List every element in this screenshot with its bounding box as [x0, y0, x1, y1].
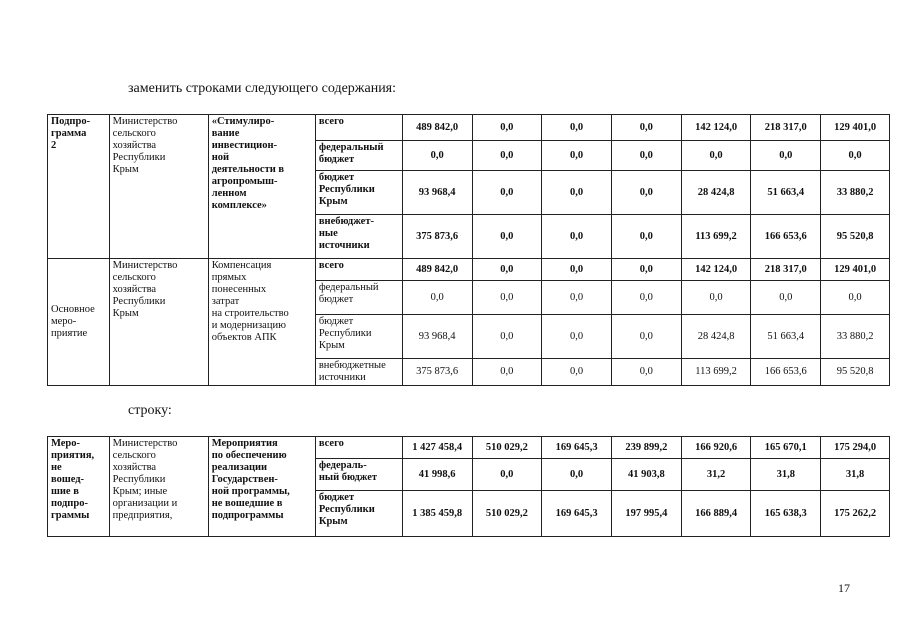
funding-source-cell-line: бюджет	[318, 294, 354, 305]
title-cell-line: реализации	[211, 462, 268, 473]
other-measures-rows	[48, 437, 890, 537]
funding-source-cell	[315, 259, 402, 281]
title-cell-line: подпрограммы	[211, 510, 284, 521]
funding-source-cell-line: ные	[318, 228, 338, 239]
old-row-table	[47, 436, 890, 537]
program-cell-line: шие в	[51, 486, 79, 497]
funding-source-cell-line: бюджет	[318, 154, 355, 165]
value-cell: 197 995,4	[611, 491, 681, 537]
executor-cell-line: организации и	[112, 498, 178, 509]
title-cell-line: ной	[211, 152, 230, 163]
value-cell: 28 424,8	[681, 315, 751, 359]
measure-rows	[48, 259, 890, 386]
value-cell: 0,0	[751, 281, 821, 315]
page-number: 17	[838, 581, 850, 595]
executor-cell-line: предприятия,	[112, 510, 173, 521]
title-cell-line: ной программы,	[211, 486, 290, 497]
title-cell-line: комплексе»	[211, 200, 267, 211]
value-cell: 1 385 459,8	[402, 491, 472, 537]
value-cell: 0,0	[611, 115, 681, 141]
program-cell-line: грамма	[51, 128, 87, 139]
value-cell: 93 968,4	[402, 315, 472, 359]
value-cell: 41 903,8	[611, 459, 681, 491]
subprogram-rows	[48, 115, 890, 259]
program-cell	[48, 437, 110, 537]
value-cell: 166 653,6	[751, 215, 821, 259]
value-cell: 0,0	[821, 281, 890, 315]
value-cell: 169 645,3	[542, 491, 612, 537]
title-cell-line: понесенных	[211, 284, 267, 295]
value-cell: 129 401,0	[821, 259, 890, 281]
value-cell: 51 663,4	[751, 315, 821, 359]
value-cell: 0,0	[542, 215, 612, 259]
funding-source-cell	[315, 491, 402, 537]
value-cell: 0,0	[542, 141, 612, 171]
title-cell-line: деятельности в	[211, 164, 285, 175]
value-cell: 0,0	[402, 141, 472, 171]
executor-cell	[109, 437, 208, 537]
value-cell: 375 873,6	[402, 359, 472, 386]
program-cell-line: Основное	[51, 304, 95, 315]
value-cell: 175 294,0	[821, 437, 890, 459]
program-cell-line: вошед-	[51, 474, 85, 485]
title-cell-line: агропромыш-	[211, 176, 278, 187]
value-cell: 33 880,2	[821, 315, 890, 359]
value-cell: 0,0	[542, 359, 612, 386]
funding-source-cell-line: всего	[318, 116, 344, 127]
program-cell	[48, 115, 110, 259]
funding-source-cell-line: Крым	[318, 516, 348, 527]
funding-source-cell	[315, 459, 402, 491]
value-cell: 0,0	[611, 315, 681, 359]
funding-source-cell-line: Крым	[318, 196, 348, 207]
value-cell: 0,0	[611, 359, 681, 386]
value-cell: 113 699,2	[681, 359, 751, 386]
title-cell-line: по обеспечению	[211, 450, 287, 461]
value-cell: 166 889,4	[681, 491, 751, 537]
value-cell: 0,0	[472, 171, 542, 215]
funding-source-cell-line: Республики	[318, 184, 375, 195]
table-row	[48, 259, 890, 281]
title-cell-line: не вошедшие в	[211, 498, 283, 509]
program-cell-line: меро-	[51, 316, 77, 327]
title-cell-line: на строительство	[211, 308, 289, 319]
funding-source-cell-line: внебюджетные	[318, 360, 386, 371]
value-cell: 239 899,2	[611, 437, 681, 459]
funding-source-cell	[315, 359, 402, 386]
value-cell: 0,0	[681, 281, 751, 315]
value-cell: 41 998,6	[402, 459, 472, 491]
title-cell-line: «Стимулиро-	[211, 116, 275, 127]
value-cell: 31,8	[751, 459, 821, 491]
value-cell: 0,0	[472, 281, 542, 315]
value-cell: 0,0	[542, 281, 612, 315]
executor-cell-line: Республики	[112, 152, 166, 163]
funding-source-cell	[315, 215, 402, 259]
value-cell: 165 670,1	[751, 437, 821, 459]
funding-source-cell-line: внебюджет-	[318, 216, 374, 227]
value-cell: 166 653,6	[751, 359, 821, 386]
funding-source-cell	[315, 437, 402, 459]
value-cell: 0,0	[542, 171, 612, 215]
value-cell: 489 842,0	[402, 259, 472, 281]
executor-cell-line: Крым; иные	[112, 486, 168, 497]
value-cell: 375 873,6	[402, 215, 472, 259]
table-row	[48, 115, 890, 141]
value-cell: 166 920,6	[681, 437, 751, 459]
executor-cell-line: Крым	[112, 164, 139, 175]
funding-source-cell-line: источники	[318, 372, 366, 383]
funding-source-cell-line: Республики	[318, 328, 372, 339]
value-cell: 169 645,3	[542, 437, 612, 459]
value-cell: 0,0	[472, 259, 542, 281]
funding-source-cell-line: ный бюджет	[318, 472, 378, 483]
funding-source-cell	[315, 115, 402, 141]
value-cell: 0,0	[472, 459, 542, 491]
value-cell: 93 968,4	[402, 171, 472, 215]
executor-cell-line: хозяйства	[112, 140, 157, 151]
value-cell: 0,0	[751, 141, 821, 171]
executor-cell-line: хозяйства	[112, 462, 157, 473]
funding-source-cell-line: бюджет	[318, 316, 354, 327]
funding-source-cell-line: Республики	[318, 504, 375, 515]
executor-cell-line: сельского	[112, 272, 156, 283]
value-cell: 0,0	[472, 215, 542, 259]
value-cell: 33 880,2	[821, 171, 890, 215]
funding-source-cell-line: бюджет	[318, 492, 355, 503]
funding-source-cell-line: всего	[318, 260, 344, 271]
value-cell: 0,0	[472, 141, 542, 171]
value-cell: 489 842,0	[402, 115, 472, 141]
title-cell	[208, 437, 315, 537]
value-cell: 218 317,0	[751, 259, 821, 281]
value-cell: 175 262,2	[821, 491, 890, 537]
table-row	[48, 437, 890, 459]
value-cell: 113 699,2	[681, 215, 751, 259]
title-cell-line: объектов АПК	[211, 332, 277, 343]
title-cell	[208, 115, 315, 259]
value-cell: 0,0	[611, 259, 681, 281]
value-cell: 0,0	[472, 359, 542, 386]
value-cell: 0,0	[542, 315, 612, 359]
program-cell-line: граммы	[51, 510, 90, 521]
value-cell: 1 427 458,4	[402, 437, 472, 459]
program-cell	[48, 259, 110, 386]
value-cell: 0,0	[472, 115, 542, 141]
row-heading: строку:	[128, 403, 172, 418]
title-cell-line: ленном	[211, 188, 247, 199]
value-cell: 142 124,0	[681, 259, 751, 281]
value-cell: 28 424,8	[681, 171, 751, 215]
funding-source-cell-line: бюджет	[318, 172, 355, 183]
funding-source-cell-line: Крым	[318, 340, 345, 351]
executor-cell-line: сельского	[112, 450, 156, 461]
value-cell: 510 029,2	[472, 491, 542, 537]
title-cell-line: прямых	[211, 272, 247, 283]
funding-source-cell-line: всего	[318, 438, 344, 449]
value-cell: 218 317,0	[751, 115, 821, 141]
funding-source-cell-line: источники	[318, 240, 370, 251]
value-cell: 142 124,0	[681, 115, 751, 141]
title-cell	[208, 259, 315, 386]
executor-cell	[109, 115, 208, 259]
value-cell: 0,0	[611, 281, 681, 315]
executor-cell	[109, 259, 208, 386]
executor-cell-line: Министерство	[112, 438, 178, 449]
program-cell-line: 2	[51, 140, 57, 151]
program-cell-line: подпро-	[51, 498, 88, 509]
funding-source-cell-line: федеральный	[318, 142, 384, 153]
executor-cell-line: Крым	[112, 308, 139, 319]
value-cell: 51 663,4	[751, 171, 821, 215]
executor-cell-line: Министерство	[112, 260, 178, 271]
funding-source-cell	[315, 141, 402, 171]
program-cell-line: Подпро-	[51, 116, 91, 127]
executor-cell-line: Республики	[112, 296, 166, 307]
funding-source-cell	[315, 315, 402, 359]
title-cell-line: Государствен-	[211, 474, 278, 485]
funding-source-cell	[315, 171, 402, 215]
value-cell: 0,0	[611, 215, 681, 259]
title-cell-line: Мероприятия	[211, 438, 278, 449]
funding-source-cell-line: федераль-	[318, 460, 367, 471]
value-cell: 0,0	[542, 115, 612, 141]
executor-cell-line: сельского	[112, 128, 156, 139]
replace-heading: заменить строками следующего содержания:	[128, 81, 397, 96]
executor-cell-line: Республики	[112, 474, 166, 485]
title-cell-line: Компенсация	[211, 260, 272, 271]
title-cell-line: вание	[211, 128, 240, 139]
value-cell: 0,0	[542, 459, 612, 491]
funding-source-cell	[315, 281, 402, 315]
value-cell: 0,0	[472, 315, 542, 359]
value-cell: 129 401,0	[821, 115, 890, 141]
executor-cell-line: Министерство	[112, 116, 178, 127]
value-cell: 31,2	[681, 459, 751, 491]
program-cell-line: Меро-	[51, 438, 81, 449]
executor-cell-line: хозяйства	[112, 284, 157, 295]
program-cell-line: не	[51, 462, 62, 473]
value-cell: 95 520,8	[821, 359, 890, 386]
value-cell: 31,8	[821, 459, 890, 491]
value-cell: 0,0	[611, 171, 681, 215]
value-cell: 165 638,3	[751, 491, 821, 537]
value-cell: 0,0	[611, 141, 681, 171]
replacement-table	[47, 114, 890, 386]
value-cell: 0,0	[821, 141, 890, 171]
program-cell-line: приятие	[51, 328, 88, 339]
value-cell: 0,0	[542, 259, 612, 281]
title-cell-line: инвестицион-	[211, 140, 278, 151]
value-cell: 0,0	[681, 141, 751, 171]
value-cell: 95 520,8	[821, 215, 890, 259]
funding-source-cell-line: федеральный	[318, 282, 379, 293]
title-cell-line: затрат	[211, 296, 240, 307]
title-cell-line: и модернизацию	[211, 320, 286, 331]
value-cell: 0,0	[402, 281, 472, 315]
program-cell-line: приятия,	[51, 450, 95, 461]
value-cell: 510 029,2	[472, 437, 542, 459]
